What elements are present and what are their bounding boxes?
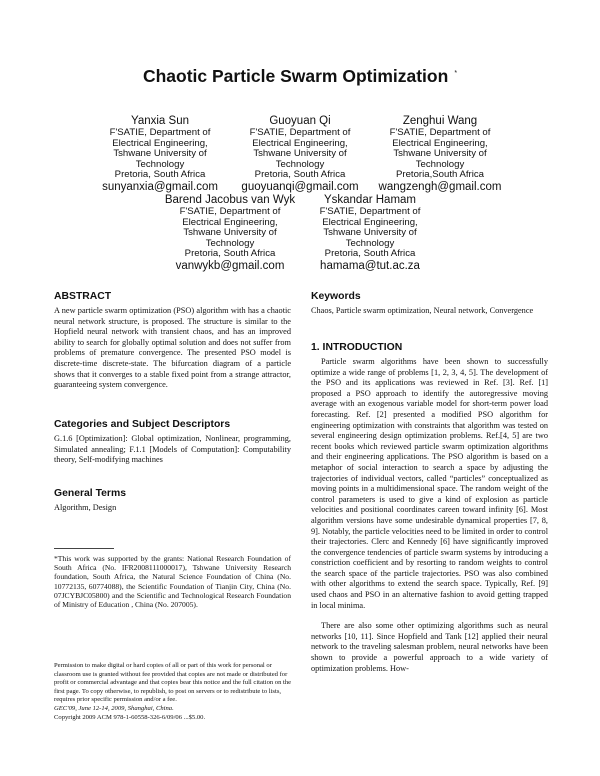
introduction-paragraph-2: There are also some other optimizing algorithms such as neural networks [10, 11]. Since Hopfield and Tank [12] applied their neural network to the traveling salesman problem, neural networks have been shown to provide a powerful approach to a wide variety of optimization problems. How- [311,621,548,673]
author-email[interactable]: wangzengh@gmail.com [378,180,502,193]
author-affiliation-line: Tshwane University of [323,227,417,239]
abstract-heading: ABSTRACT [54,291,112,302]
author-affiliation-line: Technology [275,158,325,170]
author-affiliation-line: Electrical Engineering, [182,216,278,228]
author-affiliation-line: F'SATIE, Department of [109,127,211,138]
author-affiliation-line: Technology [345,237,395,249]
abstract-text: A new particle swarm optimization (PSO) algorithm with has a chaotic neural network structure, is proposed. The structure is similar to the Hopfield neural network with transient chaos, and has an improved ability to search for globally optimal solution and does not suffer from problems of premature convergence. The presented PSO model is discrete-time discrete-state. The bifurcation diagram of a particle shows that it converges to a stable fixed point from a strange attractor, guaranteeing system convergence. [54,306,291,390]
author-affiliation-line: Pretoria, South Africa [254,169,346,181]
abstract-section [54,290,291,391]
author-affiliation-line: Electrical Engineering, [252,137,348,149]
author-email[interactable]: guoyuanqi@gmail.com [241,180,359,193]
venue-text: GEC'09, June 12-14, 2009, Shanghai, China. [54,704,174,712]
author-affiliation-line: F'SATIE, Department of [179,206,281,217]
general-terms-heading: General Terms [54,488,126,499]
author-affiliation-line: Technology [415,158,465,170]
author-affiliation-line: Tshwane University of [393,148,487,160]
author-affiliation-line: F'SATIE, Department of [249,127,351,138]
footnote-text: *This work was supported by the grants: National Research Foundation of South Africa (No. IFR2008111000017), Tshwane University Research foundation, South Africa, the Natural Science Foundation of China (No. 10772135, 60774088), the Scientific Foundation of Tianjin City, China (No. 07JCYBJC05800) and the Scientific and Technological Research Foundation of Ministry of Education , China (No. 207005). [54,554,291,610]
introduction-heading: 1. INTRODUCTION [311,342,403,353]
author-3 [355,114,525,194]
author-name: Guoyuan Qi [269,115,331,127]
title-footnote-mark: * [454,70,458,78]
author-affiliation-line: Tshwane University of [253,148,347,160]
author-name: Yskandar Hamam [323,194,417,206]
author-affiliation-line: Pretoria,South Africa [396,169,484,181]
categories-text: G.1.6 [Optimization]: Global optimization, Nonlinear, programming, Simulated annealing; F.1.1 [Models of Computation]: Computability theory, Self-modifying machines [54,434,291,465]
author-affiliation-line: Electrical Engineering, [392,137,488,149]
author-affiliation-line: Pretoria, South Africa [114,169,206,181]
paper-title: Chaotic Particle Swarm Optimization * [142,66,458,86]
author-email[interactable]: vanwykb@gmail.com [175,259,285,272]
keywords-section [311,290,548,317]
author-affiliation-line: Technology [205,237,255,249]
footnote-rule [54,548,114,549]
general-terms-section [54,487,291,514]
author-email[interactable]: sunyanxia@gmail.com [102,180,218,193]
general-terms-text: Algorithm, Design [54,503,117,512]
categories-section [54,418,291,466]
author-affiliation-line: Tshwane University of [183,227,277,239]
categories-heading: Categories and Subject Descriptors [54,419,231,430]
author-affiliation-line: F'SATIE, Department of [319,206,421,217]
keywords-text: Chaos, Particle swarm optimization, Neural network, Convergence [311,306,534,315]
author-affiliation-line: Tshwane University of [113,148,207,160]
author-name: Barend Jacobus van Wyk [164,194,296,206]
introduction-paragraph-1: Particle swarm algorithms have been shown to successfully optimize a wide range of problems [1, 2, 3, 4, 5]. The development of the PSO and its applications was reviewed in Ref. [3]. Ref. [1] proposed a PSO approach to identify the autoregressive moving average with an exogenous variable model for short-term power load forecasting. Ref. [2] presented a modified PSO algorithm for engineering optimization with constraints that algorithm was tested on several engineering design optimization problems. Ref.[4, 5] are two recent books which reviewed particle swarm optimization algorithms and their engineering applications. The PSO algorithm is based on a metaphor of social interaction to search a space by adjusting the trajectories of individual vectors, called “particles” conceptualized as moving points in a multidimensional space. The random weight of the control parameters is used to give a kind of explosion as particle velocities and positional coordinates careen toward infinity [6]. Most algorithm versions have some undesirable dynamical properties [7, 8, 9]. Notably, the particle velocities need to be limited in order to control their trajectories. Clerc and Kennedy [6] have significantly improved the convergence tendencies of particle swarm systems by introducing a constriction coefficient and by resorting to random weights to control the search space of the particle trajectories. PSO was also combined with other algorithms to extend the search space. Typically, Ref. [9] used chaos and PSO in an alternative fashion to avoid getting trapped in local minima. [311,357,548,610]
author-affiliation-line: Technology [135,158,185,170]
footnote [54,554,291,609]
author-name: Yanxia Sun [131,115,189,127]
author-affiliation-line: Pretoria, South Africa [184,248,276,260]
permission-block [54,662,294,722]
permission-text: Permission to make digital or hard copies of all or part of this work for personal or classroom use is granted without fee provided that copies are not made or distributed for profit or commercial advantage and that copies bear this notice and the full citation on the first page. To copy otherwise, to republish, to post on servers or to redistribute to lists, requires prior specific permission and/or a fee. [54,662,292,704]
introduction-section [311,341,548,674]
author-affiliation-line: Pretoria, South Africa [324,248,416,260]
author-name: Zenghui Wang [402,115,478,127]
author-affiliation-line: F'SATIE, Department of [389,127,491,138]
author-affiliation-line: Electrical Engineering, [112,137,208,149]
keywords-heading: Keywords [311,291,361,302]
author-affiliation-line: Electrical Engineering, [322,216,418,228]
copyright-text: Copyright 2009 ACM 978-1-60558-326-6/09/06 ...$5.00. [54,713,206,721]
author-email[interactable]: hamama@tut.ac.za [320,259,420,272]
author-5 [285,193,455,273]
